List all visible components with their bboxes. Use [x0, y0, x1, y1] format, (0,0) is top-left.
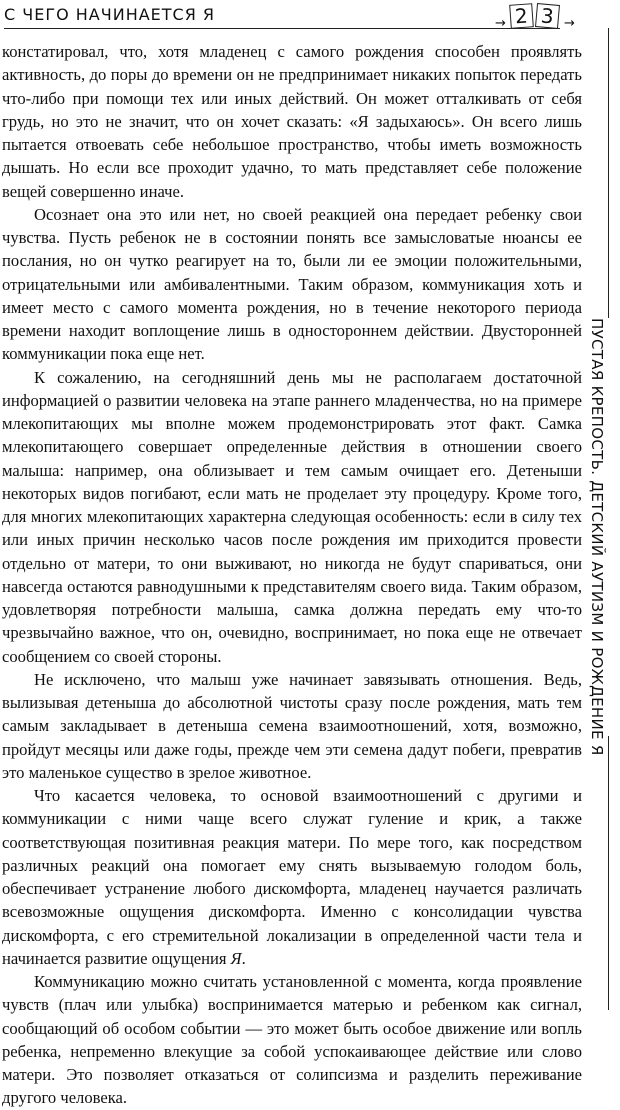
body-text [2, 40, 582, 1110]
paragraph-4: Не исключено, что малыш уже начинает завязывать отношения. Ведь, вылизывая детеныша до абсолютной чистоты сразу после рождения, мать тем самым закладывает в детеныша семена взаимоотношений, хотя, возможно, пройдут месяцы или даже годы, прежде чем эти семена дадут побеги, превратив это маленькое существо в зрелое животное. [2, 669, 582, 782]
page-number-digit-2: 3 [535, 3, 560, 29]
header-arrow-right: → [564, 16, 575, 31]
paragraph-1: констатировал, что, хотя младенец с самого рождения способен проявлять активность, до поры до времени он не предпринимает никаких попыток передать что-либо при помощи тех или иных действий. Он может отталкивать от себя грудь, но это не значит, что он хочет сказать: «Я задыхаюсь». Он всего лишь пытается отвоевать себе небольшое пространство, чтобы иметь возможность дышать. Но если все проходит удачно, то мать представляет себе положение вещей совершенно иначе. [2, 42, 582, 201]
paragraph-5-italic-ya: Я [230, 948, 242, 968]
header-arrow-left: → [495, 16, 506, 31]
side-title-container [584, 318, 620, 756]
paragraph-5-text: Что касается человека, то основой взаимоотношений с другими и коммуникации с ними чаще всего служат гуление и крик, а также соответствующая позитивная реакция матери. По мере того, как посредством различных реакций она помогает ему снять вызываемую голодом боль, обеспечивает устранение любого дискомфорта, младенец научается различать всевозможные ощущения дискомфорта. Именно с консолидации чувства дискомфорта, с его стремительной локализации в определенной части тела и начинается развитие ощущения [2, 786, 582, 968]
side-rule-bottom [608, 736, 609, 1010]
running-header [0, 0, 620, 44]
side-book-title: ПУСТАЯ КРЕПОСТЬ. ДЕТСКИЙ АУТИЗМ И РОЖДЕНИЕ Я [588, 318, 606, 756]
page-number [510, 4, 558, 28]
paragraph-3: К сожалению, на сегодняшний день мы не располагаем достаточной информацией о развитии человека на этапе раннего младенчества, но на примере млекопитающих мы вполне можем продемонстрировать этот факт. Самка млекопитающего совершает определенные действия в отношении своего малыша: например, она облизывает и тем самым очищает его. Детеныши некоторых видов погибают, если мать не проделает эту процедуру. Кроме того, для многих млекопитающих характерна следующая особенность: если в силу тех или иных причин несколько часов после рождения им приходится провести отдельно от матери, то они выживают, но никогда не будут спариваться, они навсегда остаются равнодушными к представителям своего вида. Таким образом, удовлетворяя потребности малыша, самка должна передать ему что-то чрезвычайно важное, что он, очевидно, воспринимает, но пока еще не отвечает сообщением со своей стороны. [2, 367, 582, 666]
header-rule [4, 28, 560, 29]
paragraph-2: Осознает она это или нет, но своей реакцией она передает ребенку свои чувства. Пусть ребенок не в состоянии понять все замысловатые нюансы ее послания, но он чутко реагирует на то, были ли ее эмоции положительными, отрицательными или амбивалентными. Таким образом, коммуникация хоть и имеет место с самого момента рождения, но в течение некоторого периода времени находит воплощение лишь в одностороннем действии. Двусторонней коммуникации пока еще нет. [2, 204, 582, 364]
running-title: С ЧЕГО НАЧИНАЕТСЯ Я [4, 5, 216, 24]
paragraph-5-end: . [241, 948, 246, 968]
paragraph-5 [2, 784, 582, 970]
side-rule-top [608, 28, 609, 318]
paragraph-6: Коммуникацию можно считать установленной с момента, когда проявление чувств (плач или улыбка) воспринимается матерью и ребенком как сигнал, сообщающий об особом событии — это может быть особое движение или вопль ребенка, непременно влекущие за собой успокаивающее действие или слово матери. Это позволяет отказаться от солипсизма и разделить переживание другого человека. [2, 972, 582, 1108]
page-number-digit-1: 2 [509, 3, 533, 29]
